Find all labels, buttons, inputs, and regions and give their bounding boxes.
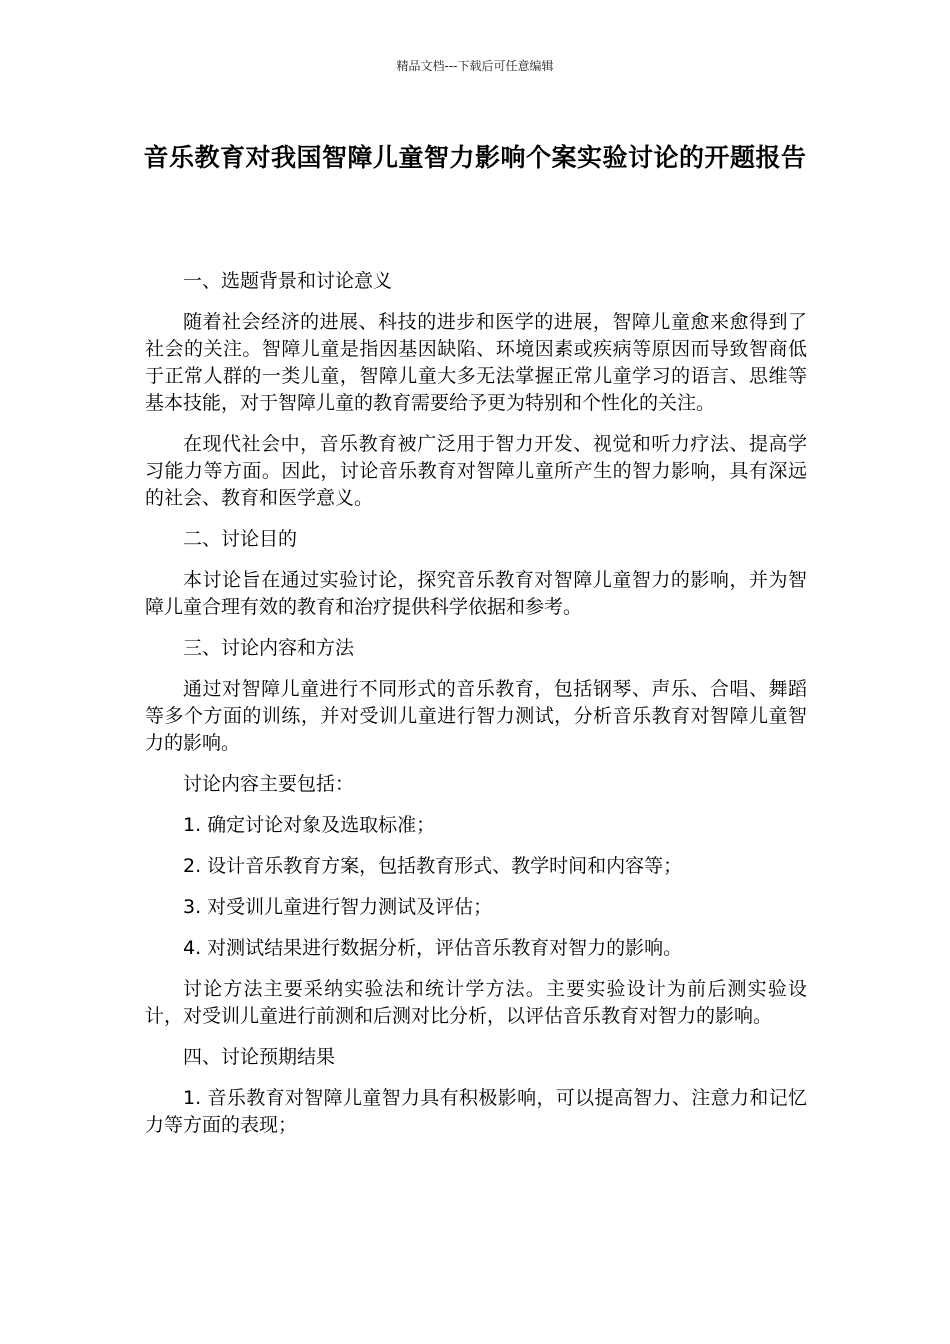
list-item: 2. 设计音乐教育方案，包括教育形式、教学时间和内容等； [183, 855, 683, 877]
paragraph-method: 讨论方法主要采纳实验法和统计学方法。主要实验设计为前后测实验设计，对受训儿童进行前测和后测对比分析，以评估音乐教育对智力的影响。 [145, 978, 807, 1027]
paragraph-background-2: 在现代社会中，音乐教育被广泛用于智力开发、视觉和听力疗法、提高学习能力等方面。因此，讨论音乐教育对智障儿童所产生的智力影响，具有深远的社会、教育和医学意义。 [145, 433, 807, 509]
document-body [145, 268, 807, 1153]
section-heading-expected-results: 四、讨论预期结果 [183, 1046, 336, 1068]
paragraph-purpose: 本讨论旨在通过实验讨论，探究音乐教育对智障儿童智力的影响，并为智障儿童合理有效的教育和治疗提供科学依据和参考。 [145, 569, 807, 618]
list-item: 1. 确定讨论对象及选取标准； [183, 814, 436, 836]
section-heading-content-method: 三、讨论内容和方法 [183, 637, 355, 659]
list-item: 3. 对受训儿童进行智力测试及评估； [183, 896, 493, 918]
section-heading-background: 一、选题背景和讨论意义 [183, 270, 393, 292]
paragraph-background-1: 随着社会经济的进展、科技的进步和医学的进展，智障儿童愈来愈得到了社会的关注。智障儿童是指因基因缺陷、环境因素或疾病等原因而导致智商低于正常人群的一类儿童，智障儿童大多无法掌握正常儿童学习的语言、思维等基本技能，对于智障儿童的教育需要给予更为特别和个性化的关注。 [145, 311, 807, 414]
paragraph-content-1: 通过对智障儿童进行不同形式的音乐教育，包括钢琴、声乐、合唱、舞蹈等多个方面的训练，并对受训儿童进行智力测试，分析音乐教育对智障儿童智力的影响。 [145, 678, 807, 754]
document-title: 音乐教育对我国智障儿童智力影响个案实验讨论的开题报告 [143, 143, 807, 172]
page-header: 精品文档---下载后可任意编辑 [396, 59, 554, 73]
section-heading-purpose: 二、讨论目的 [183, 528, 298, 550]
paragraph-content-intro: 讨论内容主要包括： [183, 773, 355, 795]
list-item: 4. 对测试结果进行数据分析，评估音乐教育对智力的影响。 [183, 937, 683, 959]
list-item: 1. 音乐教育对智障儿童智力具有积极影响，可以提高智力、注意力和记忆力等方面的表现； [145, 1087, 807, 1136]
